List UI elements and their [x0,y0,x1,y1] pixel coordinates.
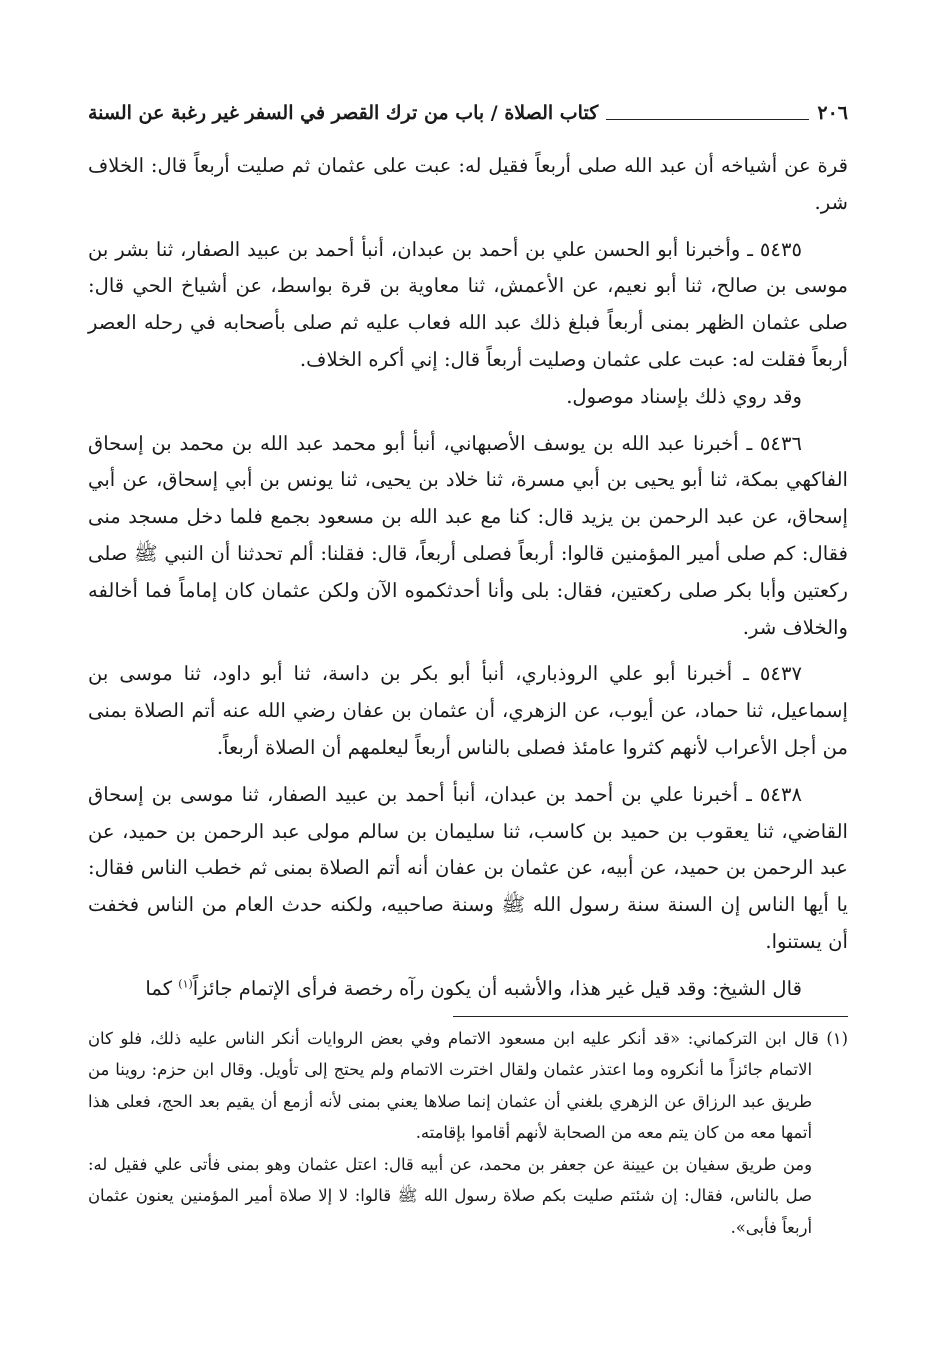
hadith-5436: ٥٤٣٦ ـ أخبرنا عبد الله بن يوسف الأصبهاني، أنبأ أبو محمد عبد الله بن محمد بن إسحاق الفاكهي بمكة، ثنا أبو يحيى بن أبي مسرة، ثنا خلاد بن يحيى، ثنا يونس بن أبي إسحاق، عن أبي إسحاق، عن عبد الرحمن بن يزيد قال: كنا مع عبد الله بن مسعود بجمع فلما دخل مسجد منى فقال: كم صلى أمير المؤمنين قالوا: أربعاً فصلى أربعاً، قال: فقلنا: ألم تحدثنا أن النبي ﷺ صلى ركعتين وأبا بكر صلى ركعتين، فقال: بلى وأنا أحدثكموه الآن ولكن عثمان كان إماماً فما أخالفه والخلاف شر. [88,431,848,639]
note-mawsul: وقد روي ذلك بإسناد موصول. [566,384,802,408]
page-number: ٢٠٦ [817,102,848,124]
footnote-marker[interactable]: (١) [178,977,193,991]
main-text [88,148,848,1008]
header-rule [606,119,809,120]
footnote-separator [453,1016,848,1017]
paragraph-continuation: قرة عن أشياخه أن عبد الله صلى أربعاً فقيل له: عبت على عثمان ثم صليت أربعاً قال: الخلاف شر. [88,154,848,214]
shaykh-comment-text: قال الشيخ: وقد قيل غير هذا، والأشبه أن يكون رآه رخصة فرأى الإتمام جائزاً [192,976,802,1000]
footnote-separator-wrap [88,1008,848,1017]
hadith-5435: ٥٤٣٥ ـ وأخبرنا أبو الحسن علي بن أحمد بن عبدان، أنبأ أحمد بن عبيد الصفار، ثنا بشر بن موسى بن صالح، ثنا أبو نعيم، عن الأعمش، ثنا معاوية بن قرة بواسط، عن أشياخ الحي قال: صلى عثمان الظهر بمنى أربعاً فبلغ ذلك عبد الله فعاب عليه ثم صلى بأصحابه في رحله العصر أربعاً فقلت له: عبت على عثمان وصليت أربعاً قال: إني أكره الخلاف. [88,237,848,371]
shaykh-comment-end: كما [145,976,179,1000]
book-page [88,96,848,1243]
running-title: كتاب الصلاة / باب من ترك القصر في السفر غير رغبة عن السنة [88,102,599,124]
running-header [88,96,848,126]
shaykh-comment [88,971,848,1008]
hadith-5438: ٥٤٣٨ ـ أخبرنا علي بن أحمد بن عبدان، أنبأ أحمد بن عبيد الصفار، ثنا موسى بن إسحاق القاضي، ثنا يعقوب بن حميد بن كاسب، ثنا سليمان بن سالم مولى عبد الرحمن بن حميد، عن عبد الرحمن بن حميد، عن أبيه، عن عثمان بن عفان أنه أتم الصلاة بمنى ثم خطب الناس فقال: يا أيها الناس إن السنة سنة رسول الله ﷺ وسنة صاحبيه، ولكنه حدث العام من الناس فخفت أن يستنوا. [88,782,848,953]
hadith-5437: ٥٤٣٧ ـ أخبرنا أبو علي الروذباري، أنبأ أبو بكر بن داسة، ثنا أبو داود، ثنا موسى بن إسماعيل، ثنا حماد، عن أيوب، عن الزهري، أن عثمان بن عفان رضي الله عنه أتم الصلاة بمنى من أجل الأعراب لأنهم كثروا عامئذ فصلى بالناس أربعاً ليعلمهم أن الصلاة أربعاً. [88,662,848,759]
footnote-1-continued: ومن طريق سفيان بن عيينة عن جعفر بن محمد، عن أبيه قال: اعتل عثمان وهو بمنى فأتى علي فقيل له: صل بالناس، فقال: إن شئتم صليت بكم صلاة رسول الله ﷺ قالوا: لا إلا صلاة أمير المؤمنين يعنون عثمان أربعاً فأبى». [88,1154,812,1237]
footnotes [88,1023,848,1244]
footnote-1: (١) قال ابن التركماني: «قد أنكر عليه ابن مسعود الاتمام وفي بعض الروايات أنكر الناس عليه ذلك، فلو كان الاتمام جائزاً ما أنكروه وما اعتذر عثمان ولقال اخترت الاتمام ولم يحتج إلى تأويل. وقال ابن حزم: روينا من طريق عبد الرزاق عن الزهري بلغني أن عثمان إنما صلاها يعني بمنى لأنه أزمع أن يقيم بعد الحج، فعلى هذا أتمها معه من كان يتم معه من الصحابة لأنهم أقاموا بإقامته. [88,1028,848,1143]
